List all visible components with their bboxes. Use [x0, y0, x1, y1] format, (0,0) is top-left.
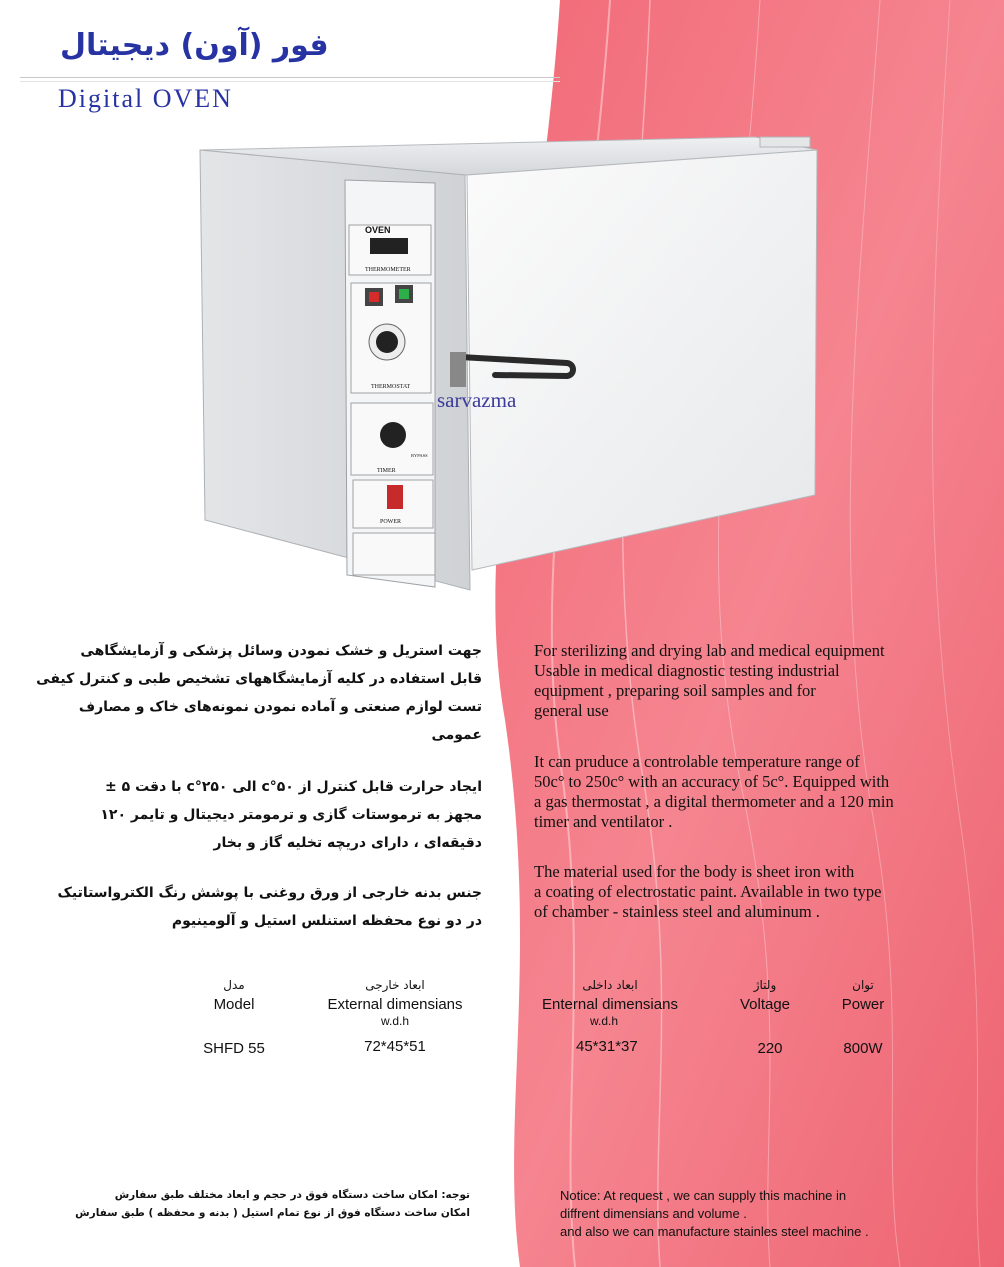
spec-header-fa: توان — [852, 978, 874, 992]
spec-value: SHFD 55 — [203, 1040, 265, 1057]
notice-en-line: and also we can manufacture stainles steel machine . — [560, 1224, 869, 1239]
spec-subheader: w.d.h — [590, 1014, 619, 1028]
notice-en-line: Notice: At request , we can supply this machine in — [560, 1188, 847, 1203]
en-line: a gas thermostat , a digital thermometer and a 120 min — [534, 792, 894, 811]
fa-line: مجهز به ترموستات گازی و ترمومتر دیجیتال و تایمر ۱۲۰ — [100, 807, 482, 823]
fa-line: تست لوازم صنعتی و آماده نمودن نمونه‌های خاک و مصارف عمومی — [78, 699, 482, 743]
en-line: of chamber - stainless steel and aluminum . — [534, 902, 820, 921]
en-line: general use — [534, 701, 609, 720]
en-line: For sterilizing and drying lab and medical equipment — [534, 641, 885, 660]
title-persian: فور (آون) دیجیتال — [60, 28, 329, 63]
en-paragraph-3 — [534, 862, 974, 922]
spec-header-en: Model — [213, 996, 255, 1013]
notice-fa — [10, 1186, 470, 1222]
spec-header-en: Voltage — [739, 996, 791, 1013]
spec-col-voltage — [720, 978, 810, 1057]
description-en — [534, 641, 974, 922]
panel-bypass-label: BYPASS — [411, 453, 428, 458]
spec-header-en: Enternal dimensians — [542, 996, 678, 1013]
fa-line: جهت استریل و خشک نمودن وسائل پزشکی و آزمایشگاهی — [80, 643, 482, 659]
spec-header-fa: ابعاد خارجی — [365, 978, 425, 992]
notice-fa-line: توجه: امکان ساخت دستگاه فوق در حجم و ابعاد مختلف طبق سفارش — [114, 1189, 470, 1201]
spec-header-fa: ولتاژ — [753, 978, 777, 992]
spec-col-internal — [530, 978, 690, 1055]
spec-value: 220 — [757, 1040, 783, 1057]
spec-value: 800W — [843, 1040, 883, 1057]
panel-power-label: POWER — [380, 519, 401, 525]
title-divider-2 — [20, 81, 560, 82]
panel-thermostat-label: THERMOSTAT — [371, 384, 411, 390]
panel-timer-label: TIMER — [377, 468, 396, 474]
fa-line: جنس بدنه خارجی از ورق روغنی با پوشش رنگ الکترواستاتیک — [57, 885, 482, 901]
title-english: Digital OVEN — [58, 84, 233, 113]
oven-image — [195, 135, 825, 595]
notice-fa-line: امکان ساخت دستگاه فوق از نوع تمام استیل ( بدنه و محفظه ) طبق سفارش — [75, 1207, 470, 1219]
watermark: sarvazma — [437, 388, 517, 412]
en-line: Usable in medical diagnostic testing industrial — [534, 661, 840, 680]
spec-header-en: External dimensians — [327, 996, 463, 1013]
title-divider — [20, 77, 560, 78]
fa-line: ایجاد حرارت قابل کنترل از ۵۰°c الی ۲۵۰°c با دقت ۵ ± — [105, 779, 482, 795]
en-line: equipment , preparing soil samples and for — [534, 681, 816, 700]
fa-line: در دو نوع محفظه استنلس استیل و آلومینیوم — [171, 913, 482, 929]
en-line: timer and ventilator . — [534, 812, 673, 831]
en-paragraph-1 — [534, 641, 974, 721]
fa-line: دقیقه‌ای ، دارای دریچه تخلیه گاز و بخار — [213, 835, 482, 851]
en-line: a coating of electrostatic paint. Available in two type — [534, 882, 882, 901]
notice-en — [560, 1187, 980, 1241]
en-line: It can pruduce a controlable temperature range of — [534, 752, 860, 771]
en-line: The material used for the body is sheet iron with — [534, 862, 855, 881]
panel-brand: OVEN — [365, 225, 391, 235]
spec-header-fa: ابعاد داخلی — [582, 978, 638, 992]
description-fa — [32, 637, 482, 935]
fa-line: قابل استفاده در کلیه آزمایشگاههای تشخیص طبی و کنترل کیفی — [36, 671, 482, 687]
notice-en-line: diffrent dimensians and volume . — [560, 1206, 747, 1221]
fa-paragraph-2 — [32, 773, 482, 857]
panel-thermometer-label: THERMOMETER — [365, 267, 411, 273]
fa-paragraph-3 — [32, 879, 482, 935]
spec-col-external — [310, 978, 480, 1055]
spec-subheader: w.d.h — [380, 1014, 410, 1028]
spec-col-power — [818, 978, 908, 1057]
spec-value: 45*31*37 — [576, 1038, 638, 1055]
en-paragraph-2 — [534, 752, 974, 832]
spec-header-en: Power — [841, 996, 885, 1013]
fa-paragraph-1 — [32, 637, 482, 749]
spec-header-fa: مدل — [223, 978, 245, 992]
spec-value: 72*45*51 — [364, 1038, 426, 1055]
en-line: 50c° to 250c° with an accuracy of 5c°. Equipped with — [534, 772, 890, 791]
spec-col-model — [184, 978, 284, 1057]
